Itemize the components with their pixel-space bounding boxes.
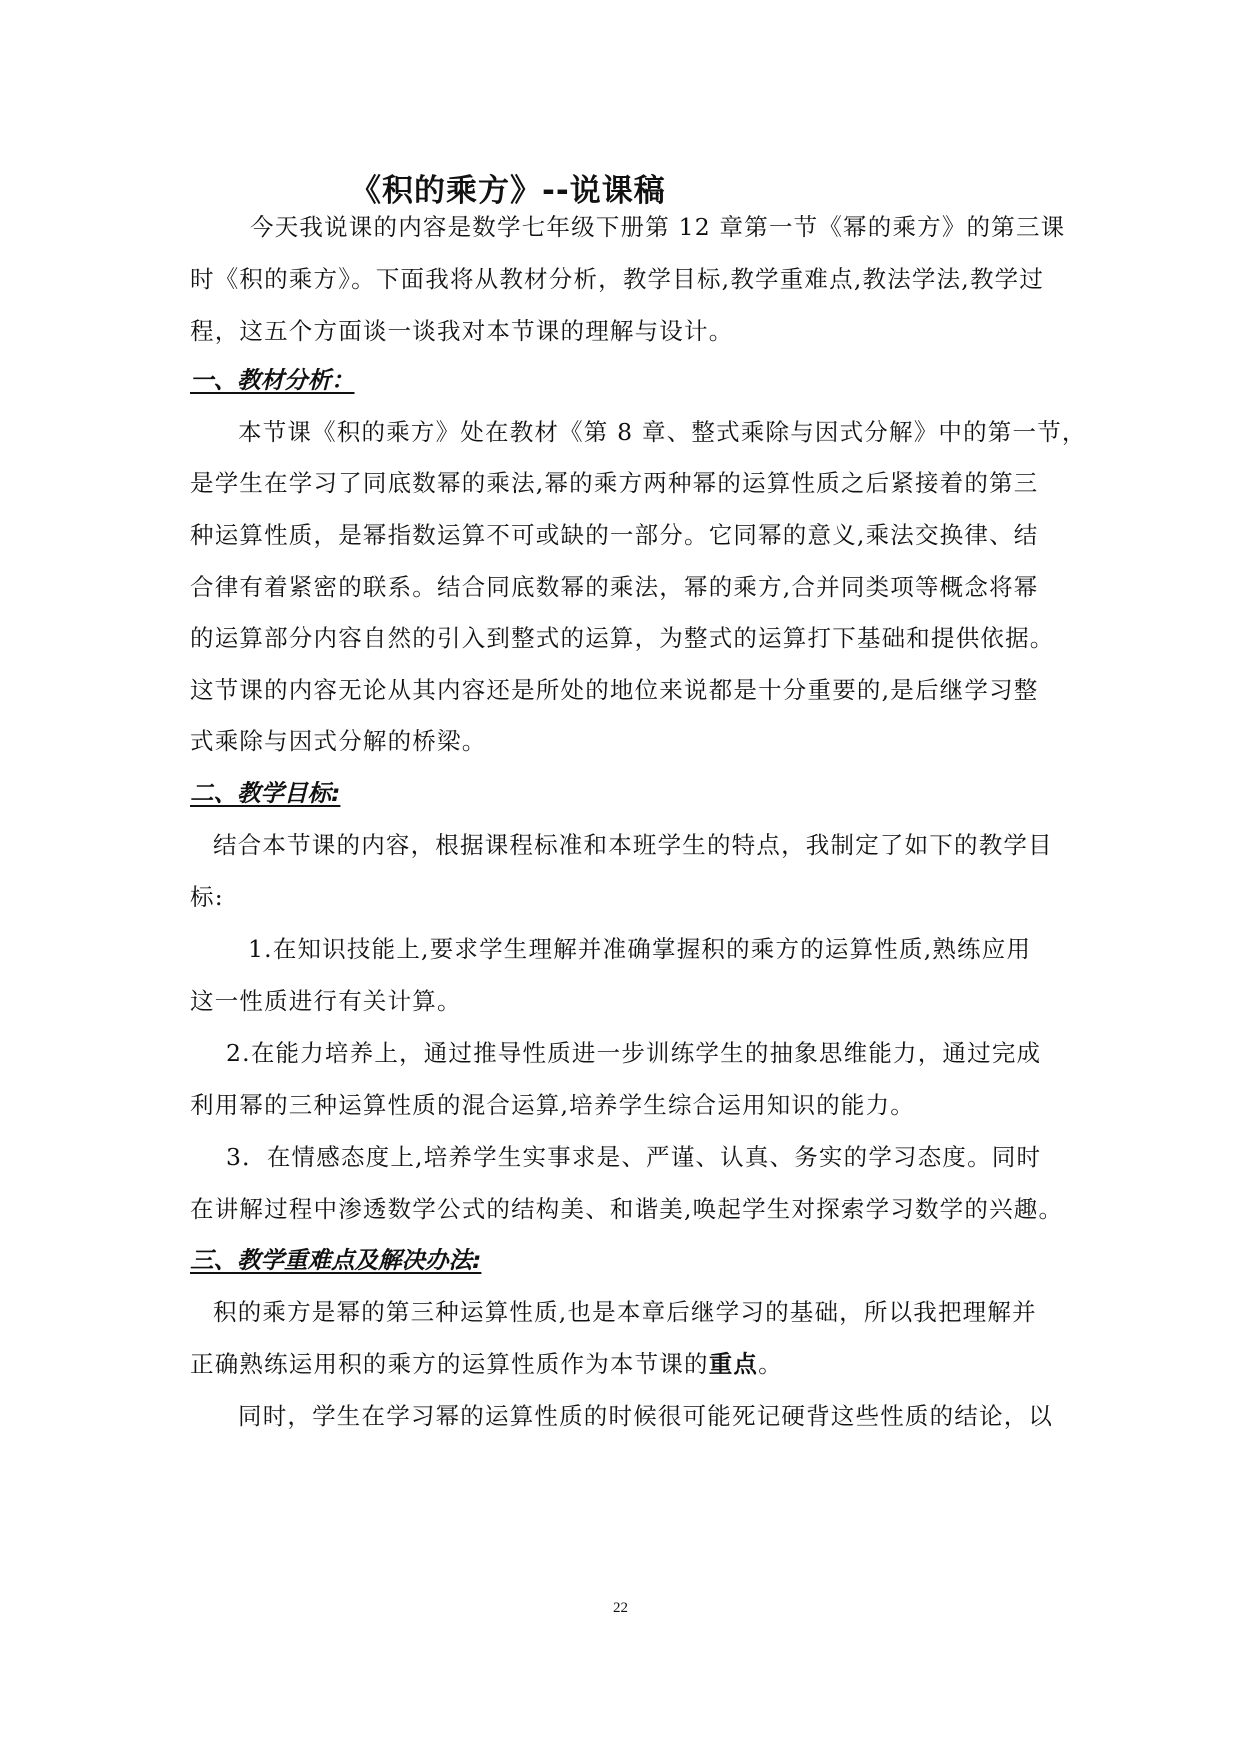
- section-1-line-2: 是学生在学习了同底数幂的乘法,幂的乘方两种幂的运算性质之后紧接着的第三: [190, 469, 1039, 497]
- goal-1-line-2: 这一性质进行有关计算。: [190, 987, 462, 1015]
- section-2-line-1: 结合本节课的内容，根据课程标准和本班学生的特点，我制定了如下的教学目: [213, 831, 1053, 859]
- section-3-line-2-text: 正确熟练运用积的乘方的运算性质作为本节课的: [190, 1350, 709, 1378]
- section-1-line-3: 种运算性质，是幂指数运算不可或缺的一部分。它同幂的意义,乘法交换律、结: [190, 521, 1039, 549]
- goal-2-line-1: 2.在能力培养上，通过推导性质进一步训练学生的抽象思维能力，通过完成: [226, 1039, 1042, 1067]
- section-1-line-4: 合律有着紧密的联系。结合同底数幂的乘法，幂的乘方,合并同类项等概念将幂: [190, 573, 1039, 601]
- section-2-heading: 二、教学目标:: [190, 779, 341, 807]
- page-number: 22: [613, 1600, 628, 1616]
- intro-line-3: 程，这五个方面谈一谈我对本节课的理解与设计。: [190, 317, 734, 345]
- emphasis-key-point: 重点: [708, 1350, 759, 1378]
- section-1-line-5: 的运算部分内容自然的引入到整式的运算，为整式的运算打下基础和提供依据。: [190, 624, 1055, 652]
- goal-2-line-2: 利用幂的三种运算性质的混合运算,培养学生综合运用知识的能力。: [190, 1091, 915, 1119]
- goal-3-line-1: 3．在情感态度上,培养学生实事求是、严谨、认真、务实的学习态度。同时: [226, 1143, 1042, 1171]
- section-1-line-1: 本节课《积的乘方》处在教材《第 8 章、整式乘除与因式分解》中的第一节，: [238, 418, 1087, 446]
- goal-1-line-1: 1.在知识技能上,要求学生理解并准确掌握积的乘方的运算性质,熟练应用: [248, 935, 1032, 963]
- section-3-line-1: 积的乘方是幂的第三种运算性质,也是本章后继学习的基础，所以我把理解并: [213, 1298, 1037, 1326]
- document-title: 《积的乘方》--说课稿: [350, 173, 666, 209]
- goal-3-line-2: 在讲解过程中渗透数学公式的结构美、和谐美,唤起学生对探索学习数学的兴趣。: [190, 1195, 1064, 1223]
- intro-line-1: 今天我说课的内容是数学七年级下册第 12 章第一节《幂的乘方》的第三课: [250, 213, 1066, 241]
- section-3-line-2: [190, 1347, 783, 1381]
- section-1-line-7: 式乘除与因式分解的桥梁。: [190, 727, 487, 755]
- intro-line-2: 时《积的乘方》。下面我将从教材分析，教学目标,教学重难点,教法学法,教学过: [190, 265, 1045, 293]
- section-3-line-3: 同时，学生在学习幂的运算性质的时候很可能死记硬背这些性质的结论，以: [238, 1402, 1054, 1430]
- section-3-line-2-end: 。: [758, 1350, 783, 1378]
- section-3-heading: 三、教学重难点及解决办法:: [190, 1246, 482, 1274]
- section-1-heading: 一、教材分析：: [190, 366, 355, 394]
- section-2-line-2: 标:: [190, 883, 224, 911]
- section-1-line-6: 这节课的内容无论从其内容还是所处的地位来说都是十分重要的,是后继学习整: [190, 676, 1039, 704]
